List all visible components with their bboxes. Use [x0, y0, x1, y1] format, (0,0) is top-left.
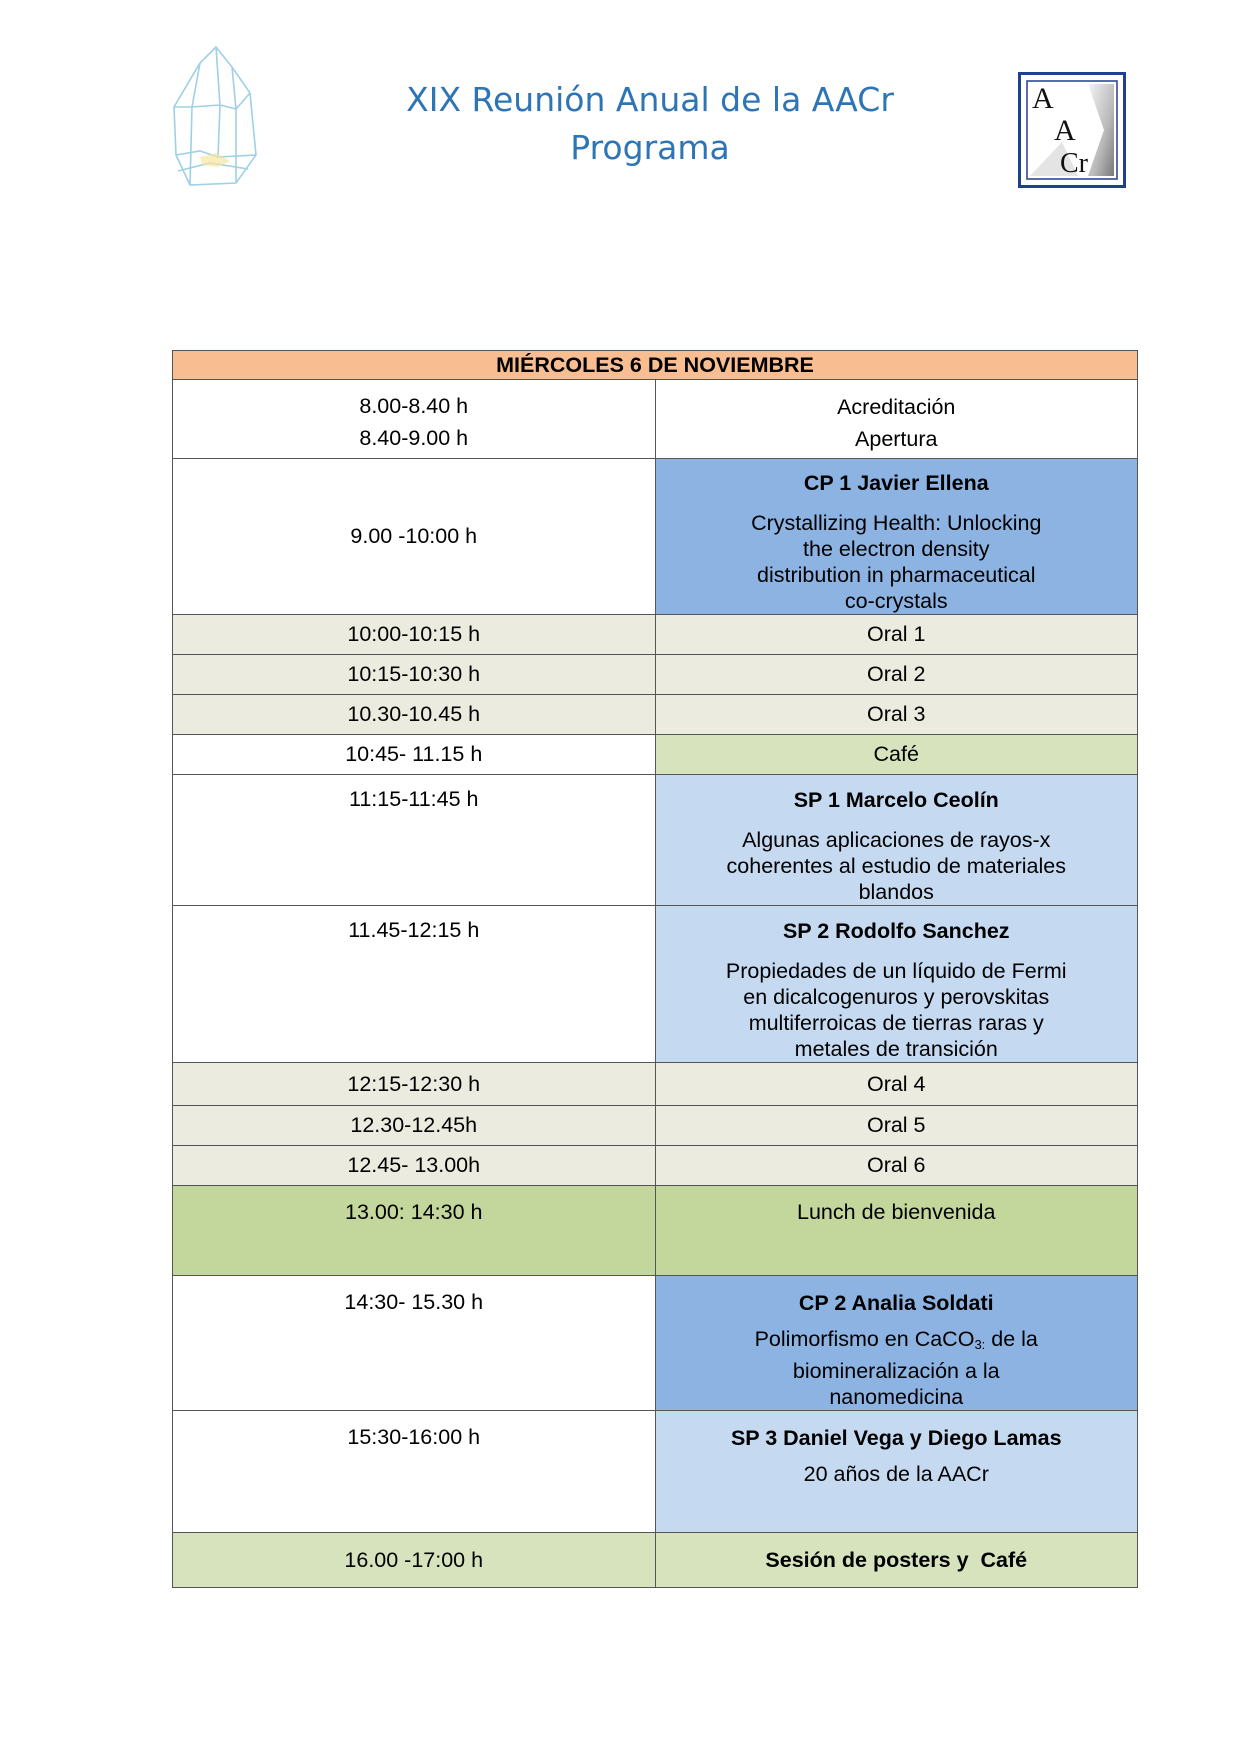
time-cell: 10:00-10:15 h	[173, 615, 656, 655]
table-row	[173, 1146, 1138, 1186]
table-row	[173, 615, 1138, 655]
time-cell: 15:30-16:00 h	[173, 1411, 656, 1533]
speaker-title: SP 2 Rodolfo Sanchez	[782, 919, 1010, 943]
talk-text: de la biomineralización a la nanomedicina	[792, 1327, 1038, 1409]
table-row	[173, 695, 1138, 735]
time-cell: 14:30- 15.30 h	[173, 1276, 656, 1411]
logo-letter-1: A	[1032, 82, 1054, 115]
event-cell: Oral 5	[655, 1106, 1138, 1146]
event-text: Acreditación	[837, 395, 956, 419]
event-cell: Sesión de posters y Café	[655, 1533, 1138, 1588]
event-cell: Oral 1	[655, 615, 1138, 655]
aacr-logo-icon	[1018, 72, 1126, 188]
event-cell: Lunch de bienvenida	[655, 1186, 1138, 1276]
table-row	[173, 1276, 1138, 1411]
speaker-title: SP 1 Marcelo Ceolín	[793, 788, 999, 812]
talk-title	[656, 1326, 1138, 1410]
time-cell: 9.00 -10:00 h	[173, 459, 656, 615]
speaker-title: SP 3 Daniel Vega y Diego Lamas	[730, 1426, 1062, 1450]
event-cell	[655, 459, 1138, 615]
event-cell	[655, 775, 1138, 906]
time-text: 8.40-9.00 h	[359, 426, 469, 450]
time-cell: 12:15-12:30 h	[173, 1063, 656, 1106]
table-row	[173, 735, 1138, 775]
time-cell: 12.45- 13.00h	[173, 1146, 656, 1186]
event-cell: Oral 6	[655, 1146, 1138, 1186]
table-row	[173, 380, 1138, 459]
day-header: MIÉRCOLES 6 DE NOVIEMBRE	[173, 351, 1138, 380]
table-row	[173, 1063, 1138, 1106]
time-cell: 11.45-12:15 h	[173, 906, 656, 1063]
time-cell: 13.00: 14:30 h	[173, 1186, 656, 1276]
event-text: Apertura	[855, 427, 938, 451]
time-cell: 10:45- 11.15 h	[173, 735, 656, 775]
table-row	[173, 1411, 1138, 1533]
table-row	[173, 906, 1138, 1063]
speaker-title: CP 1 Javier Ellena	[803, 471, 989, 495]
event-cell	[655, 1411, 1138, 1533]
day-header-row	[173, 351, 1138, 380]
time-cell: 12.30-12.45h	[173, 1106, 656, 1146]
time-cell: 11:15-11:45 h	[173, 775, 656, 906]
subscript-3: 3:	[974, 1337, 986, 1352]
time-cell	[173, 380, 656, 459]
event-cell	[655, 380, 1138, 459]
logo-letter-2: A	[1054, 114, 1076, 147]
title-line-2: Programa	[570, 128, 730, 167]
table-row	[173, 775, 1138, 906]
table-row	[173, 459, 1138, 615]
schedule-table	[172, 350, 1138, 1588]
event-cell: Oral 2	[655, 655, 1138, 695]
table-row	[173, 1533, 1138, 1588]
logo-letters-3: Cr	[1060, 148, 1088, 179]
crystal-logo-icon	[170, 45, 262, 190]
title-line-1: XIX Reunión Anual de la AACr	[406, 80, 894, 119]
speaker-title: CP 2 Analia Soldati	[798, 1291, 994, 1315]
talk-text: Polimorfismo en CaCO	[754, 1327, 975, 1351]
table-row	[173, 1106, 1138, 1146]
talk-title: Propiedades de un líquido de Fermi en dicalcogenuros y perovskitas multiferroicas de tierras raras y metales de transición	[725, 959, 1067, 1061]
table-row	[173, 655, 1138, 695]
event-cell: Café	[655, 735, 1138, 775]
page-title	[300, 76, 1000, 172]
table-row	[173, 1186, 1138, 1276]
event-cell: Oral 4	[655, 1063, 1138, 1106]
event-cell	[655, 906, 1138, 1063]
time-text: 8.00-8.40 h	[359, 394, 469, 418]
event-cell: Oral 3	[655, 695, 1138, 735]
event-cell	[655, 1276, 1138, 1411]
talk-title: 20 años de la AACr	[803, 1462, 989, 1486]
time-cell: 10:15-10:30 h	[173, 655, 656, 695]
talk-title: Algunas aplicaciones de rayos-x coherentes al estudio de materiales blandos	[726, 828, 1066, 904]
talk-title: Crystallizing Health: Unlocking the electron density distribution in pharmaceutical co-crystals	[751, 511, 1042, 613]
time-cell: 16.00 -17:00 h	[173, 1533, 656, 1588]
time-cell: 10.30-10.45 h	[173, 695, 656, 735]
